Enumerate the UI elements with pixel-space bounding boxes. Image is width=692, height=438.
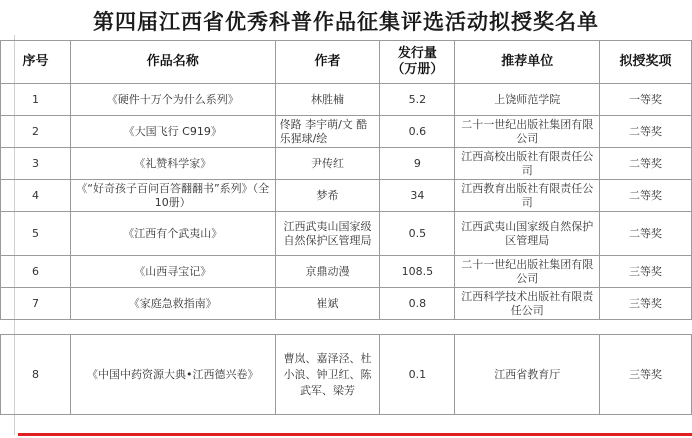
header-volume [380, 41, 455, 84]
table-row [1, 180, 692, 212]
table-row [1, 256, 692, 288]
cell-volume: 0.6 [380, 116, 455, 148]
cell-award: 二等奖 [600, 212, 692, 256]
table-gap-row [1, 320, 692, 335]
cell-author: 梦希 [275, 180, 380, 212]
cell-author: 京鼎动漫 [275, 256, 380, 288]
cell-serial: 7 [1, 288, 71, 320]
cell-work: 《“好奇孩子百问百答翻翻书”系列》（全10册） [70, 180, 275, 212]
cell-award: 三等奖 [600, 335, 692, 415]
cell-award: 一等奖 [600, 84, 692, 116]
cell-serial: 1 [1, 84, 71, 116]
table-row [1, 335, 692, 415]
cell-work: 《硬件十万个为什么系列》 [70, 84, 275, 116]
document-title: 第四届江西省优秀科普作品征集评选活动拟授奖名单 [93, 10, 599, 34]
header-serial: 序号 [1, 41, 71, 84]
cell-award: 二等奖 [600, 148, 692, 180]
cell-unit: 江西教育出版社有限责任公司 [455, 180, 600, 212]
cell-serial: 6 [1, 256, 71, 288]
cell-work: 《江西有个武夷山》 [70, 212, 275, 256]
header-volume-unit: （万册） [391, 62, 444, 77]
cell-author: 崔斌 [275, 288, 380, 320]
cell-serial: 5 [1, 212, 71, 256]
cell-serial: 4 [1, 180, 71, 212]
cell-award: 三等奖 [600, 256, 692, 288]
cell-volume: 0.5 [380, 212, 455, 256]
cell-award: 三等奖 [600, 288, 692, 320]
cell-volume: 34 [380, 180, 455, 212]
cell-unit: 江西武夷山国家级自然保护区管理局 [455, 212, 600, 256]
cell-volume: 108.5 [380, 256, 455, 288]
cell-award: 二等奖 [600, 116, 692, 148]
cell-serial: 8 [1, 335, 71, 415]
cell-work: 《大国飞行 C919》 [70, 116, 275, 148]
award-table [0, 40, 692, 415]
cell-volume: 9 [380, 148, 455, 180]
award-table-container [0, 40, 692, 415]
cell-work: 《礼赞科学家》 [70, 148, 275, 180]
cell-author: 尹传红 [275, 148, 380, 180]
cell-volume: 0.8 [380, 288, 455, 320]
header-author: 作者 [275, 41, 380, 84]
table-header-row [1, 41, 692, 84]
cell-unit: 二十一世纪出版社集团有限公司 [455, 116, 600, 148]
cell-volume: 5.2 [380, 84, 455, 116]
table-row [1, 84, 692, 116]
header-unit: 推荐单位 [455, 41, 600, 84]
header-volume-label: 发行量 [397, 46, 437, 61]
cell-volume: 0.1 [380, 335, 455, 415]
header-work: 作品名称 [70, 41, 275, 84]
cell-work: 《山西寻宝记》 [70, 256, 275, 288]
cell-work: 《家庭急救指南》 [70, 288, 275, 320]
cell-serial: 2 [1, 116, 71, 148]
red-underline [18, 433, 692, 436]
cell-unit: 二十一世纪出版社集团有限公司 [455, 256, 600, 288]
table-row [1, 116, 692, 148]
cell-serial: 3 [1, 148, 71, 180]
header-award: 拟授奖项 [600, 41, 692, 84]
cell-unit: 上饶师范学院 [455, 84, 600, 116]
table-row [1, 288, 692, 320]
cell-unit: 江西高校出版社有限责任公司 [455, 148, 600, 180]
cell-author: 曹岚、嘉泽泾、杜小浪、钟卫红、陈武军、梁芳 [275, 335, 380, 415]
table-row [1, 212, 692, 256]
cell-work: 《中国中药资源大典•江西德兴卷》 [70, 335, 275, 415]
cell-author: 江西武夷山国家级自然保护区管理局 [275, 212, 380, 256]
cell-award: 二等奖 [600, 180, 692, 212]
cell-unit: 江西科学技术出版社有限责任公司 [455, 288, 600, 320]
cell-author: 佟路 李宇萌/文 酷乐猩球/绘 [275, 116, 380, 148]
table-row [1, 148, 692, 180]
page-break-gap [1, 320, 692, 335]
cell-author: 林胜楠 [275, 84, 380, 116]
cell-unit: 江西省教育厅 [455, 335, 600, 415]
